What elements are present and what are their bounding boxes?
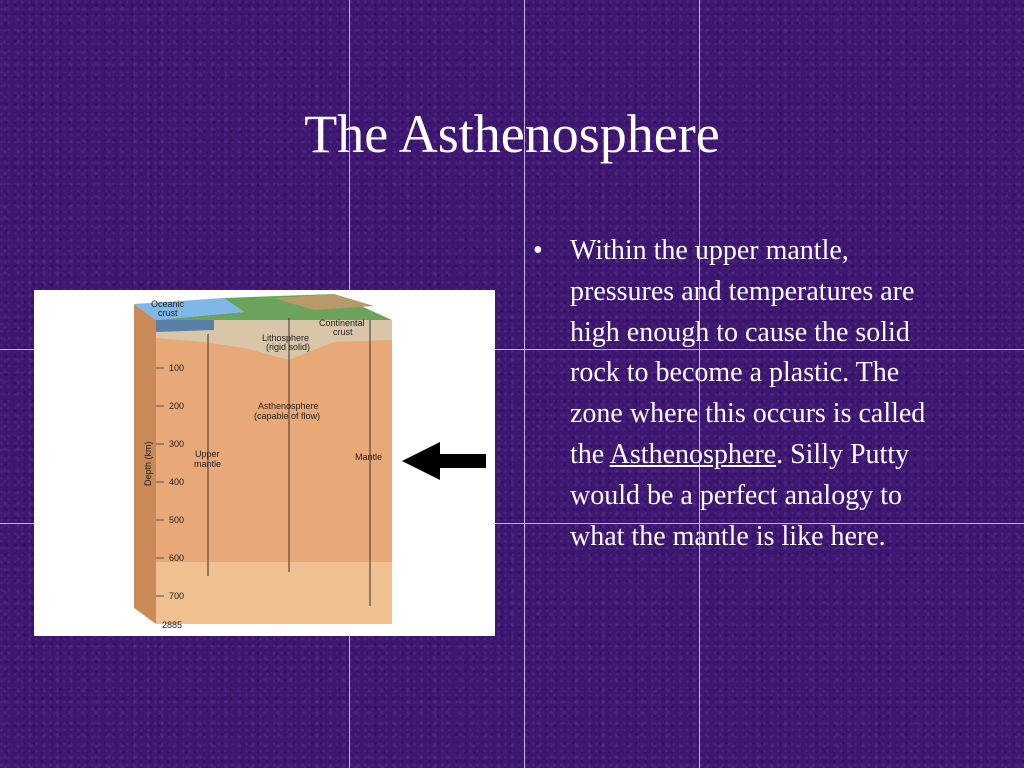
slide-title: The Asthenosphere: [304, 104, 720, 164]
bullet-point-icon: •: [533, 235, 543, 266]
bullet-text-part1: Within the upper mantle, pressures and temperatures are high enough to cause the solid rock to become a plastic. The zone where this occurs is called the: [570, 235, 926, 470]
oceanic-crust-label: crust: [158, 308, 178, 318]
depth-tick-label: 700: [169, 591, 185, 601]
upper-mantle-label: Upper: [195, 449, 220, 459]
upper-mantle-label: mantle: [194, 459, 222, 469]
continental-crust-label: crust: [333, 327, 353, 337]
asthenosphere-link[interactable]: Asthenosphere: [609, 438, 777, 470]
depth-tick-label: 300: [169, 439, 185, 449]
depth-tick-label: 200: [169, 401, 185, 411]
depth-tick-label: 2885: [162, 620, 183, 630]
oceanic-crust-layer: [156, 320, 214, 332]
lithosphere-label: (rigid solid): [266, 342, 311, 352]
depth-tick-label: 500: [169, 515, 185, 525]
asthenosphere-label: (capable of flow): [254, 411, 321, 421]
lithosphere-label: Lithosphere: [262, 333, 310, 343]
depth-axis-label: Depth (km): [143, 441, 153, 486]
lower-mantle-band: [156, 562, 392, 624]
bullet-item: [570, 231, 930, 557]
depth-tick-label: 600: [169, 553, 185, 563]
left-arrow-icon: [400, 440, 488, 482]
asthenosphere-label: Asthenosphere: [258, 401, 319, 411]
continental-crust-label: Continental: [319, 318, 365, 328]
depth-tick-label: 100: [169, 363, 185, 373]
mantle-label: Mantle: [355, 452, 383, 462]
bullet-text-part2: . Silly Putty would be a perfect analogy to what the mantle is like here.: [570, 438, 910, 552]
depth-tick-label: 400: [169, 477, 185, 487]
oceanic-crust-label: Oceanic: [151, 299, 185, 309]
